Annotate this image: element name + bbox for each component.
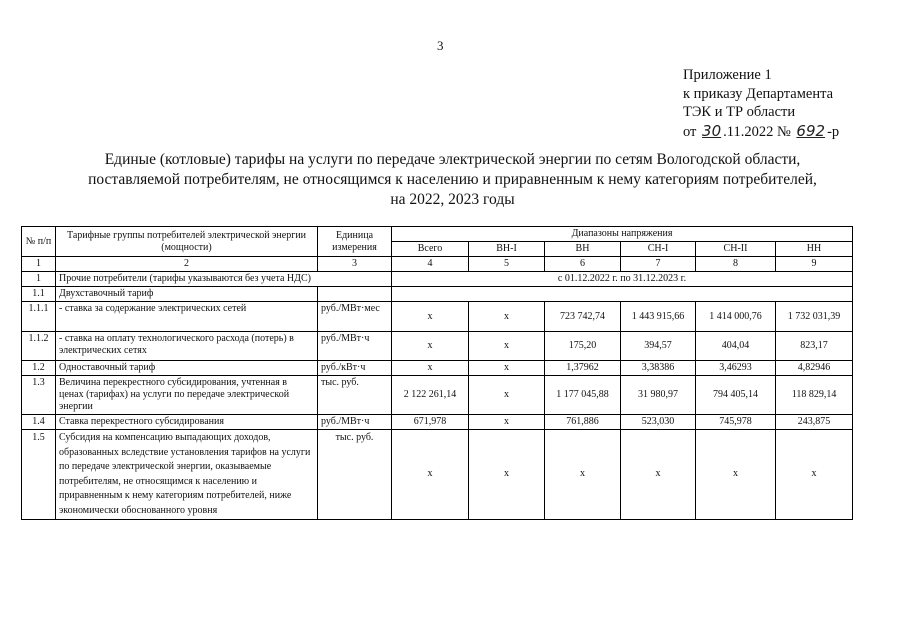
value-cell: 118 829,14 [776,376,853,415]
header-col-sn2: СН-II [696,242,776,257]
row-name: Ставка перекрестного субсидирования [56,415,318,430]
row-name: - ставка на оплату технологического расхода (потерь) в электрических сетях [56,332,318,361]
value-cell: x [621,430,696,520]
value-cell: 1 732 031,39 [776,302,853,332]
value-cell: x [469,430,545,520]
header-col-nn: НН [776,242,853,257]
value-cell: 745,978 [696,415,776,430]
header-col-sn1: СН-I [621,242,696,257]
value-cell: 794 405,14 [696,376,776,415]
table-row [22,376,853,415]
date-prefix: от [683,123,697,140]
page-number: 3 [437,38,444,53]
value-cell: 1,37962 [545,361,621,376]
table-row [22,332,853,361]
appendix-line-2: к приказу Департамента [683,85,834,102]
value-cell: 1 177 045,88 [545,376,621,415]
row-unit: руб./МВт·ч [318,415,392,430]
value-cell: x [392,430,469,520]
row-unit: руб./МВт·мес [318,302,392,332]
appendix-line-1: Приложение 1 [683,67,772,83]
index-row [22,257,853,272]
value-cell: x [392,332,469,361]
value-cell: 394,57 [621,332,696,361]
row-unit: руб./кВт·ч [318,361,392,376]
value-cell: 3,46293 [696,361,776,376]
row-unit: тыс. руб. [318,376,392,415]
row-name: Одноставочный тариф [56,361,318,376]
value-cell: 3,38386 [621,361,696,376]
row-name: Субсидия на компенсацию выпадающих доходов, образованных вследствие установления тарифов на услуги по передаче электрической энергии, оказываемые потребителям, не относящимся к населению и приравненным к нему категориям потребителей, ниже экономически обоснованного уровня [56,430,318,520]
header-ranges: Диапазоны напряжения [392,227,853,242]
value-cell: x [545,430,621,520]
value-cell: 671,978 [392,415,469,430]
row-unit: руб./МВт·ч [318,332,392,361]
title-line-1: Единые (котловые) тарифы на услуги по передаче электрической энергии по сетям Вологодской области, [104,151,801,168]
value-cell: x [696,430,776,520]
row-num: 1.1.1 [22,302,56,332]
row-num: 1.3 [22,376,56,415]
empty-cell [392,287,853,302]
index-cell: 5 [469,257,545,272]
subsection-name: Двухставочный тариф [56,287,318,302]
subsection-row [22,287,853,302]
value-cell: x [469,361,545,376]
header-col-total: Всего [392,242,469,257]
header-num: № п/п [22,227,56,257]
section-name: Прочие потребители (тарифы указываются без учета НДС) [56,272,392,287]
handwritten-order-number: 692 [796,121,826,140]
header-row [22,227,853,242]
row-num: 1.5 [22,430,56,520]
row-num: 1.1.2 [22,332,56,361]
section-num: 1 [22,272,56,287]
appendix-block [683,66,839,141]
header-unit: Единица измерения [318,227,392,257]
appendix-line-3: ТЭК и ТР области [683,104,796,120]
index-cell: 1 [22,257,56,272]
document-title [60,150,845,210]
value-cell: x [776,430,853,520]
value-cell: 31 980,97 [621,376,696,415]
value-cell: 175,20 [545,332,621,361]
table-row [22,361,853,376]
value-cell: 523,030 [621,415,696,430]
value-cell: 1 443 915,66 [621,302,696,332]
value-cell: 761,886 [545,415,621,430]
row-name: - ставка за содержание электрических сетей [56,302,318,332]
section-period: с 01.12.2022 г. по 31.12.2023 г. [392,272,853,287]
value-cell: x [469,376,545,415]
value-cell: x [469,332,545,361]
index-cell: 4 [392,257,469,272]
row-num: 1.2 [22,361,56,376]
handwritten-day: 30 [702,121,722,140]
header-col-vn1: ВН-I [469,242,545,257]
header-groups: Тарифные группы потребителей электрической энергии (мощности) [56,227,318,257]
empty-cell [318,287,392,302]
value-cell: 404,04 [696,332,776,361]
value-cell: 2 122 261,14 [392,376,469,415]
row-name: Величина перекрестного субсидирования, учтенная в ценах (тарифах) на услуги по передаче электрической энергии [56,376,318,415]
index-cell: 7 [621,257,696,272]
value-cell: 4,82946 [776,361,853,376]
value-cell: x [392,302,469,332]
value-cell: 723 742,74 [545,302,621,332]
value-cell: 823,17 [776,332,853,361]
value-cell: x [469,415,545,430]
index-cell: 8 [696,257,776,272]
value-cell: x [392,361,469,376]
date-rest: .11.2022 № [723,123,791,140]
index-cell: 9 [776,257,853,272]
value-cell: 243,875 [776,415,853,430]
order-suffix: -р [827,123,840,140]
value-cell: 1 414 000,76 [696,302,776,332]
index-cell: 2 [56,257,318,272]
section-row [22,272,853,287]
table-row [22,302,853,332]
subsection-num: 1.1 [22,287,56,302]
title-line-2: поставляемой потребителям, не относящимся к населению и приравненным к нему категориям потребителей, [88,171,817,188]
title-line-3: на 2022, 2023 годы [390,191,515,208]
table-row [22,415,853,430]
index-cell: 3 [318,257,392,272]
row-unit: тыс. руб. [318,430,392,520]
table-row [22,430,853,520]
row-num: 1.4 [22,415,56,430]
value-cell: x [469,302,545,332]
tariff-table [21,226,853,520]
index-cell: 6 [545,257,621,272]
header-col-vn: ВН [545,242,621,257]
appendix-date-line [683,122,839,142]
